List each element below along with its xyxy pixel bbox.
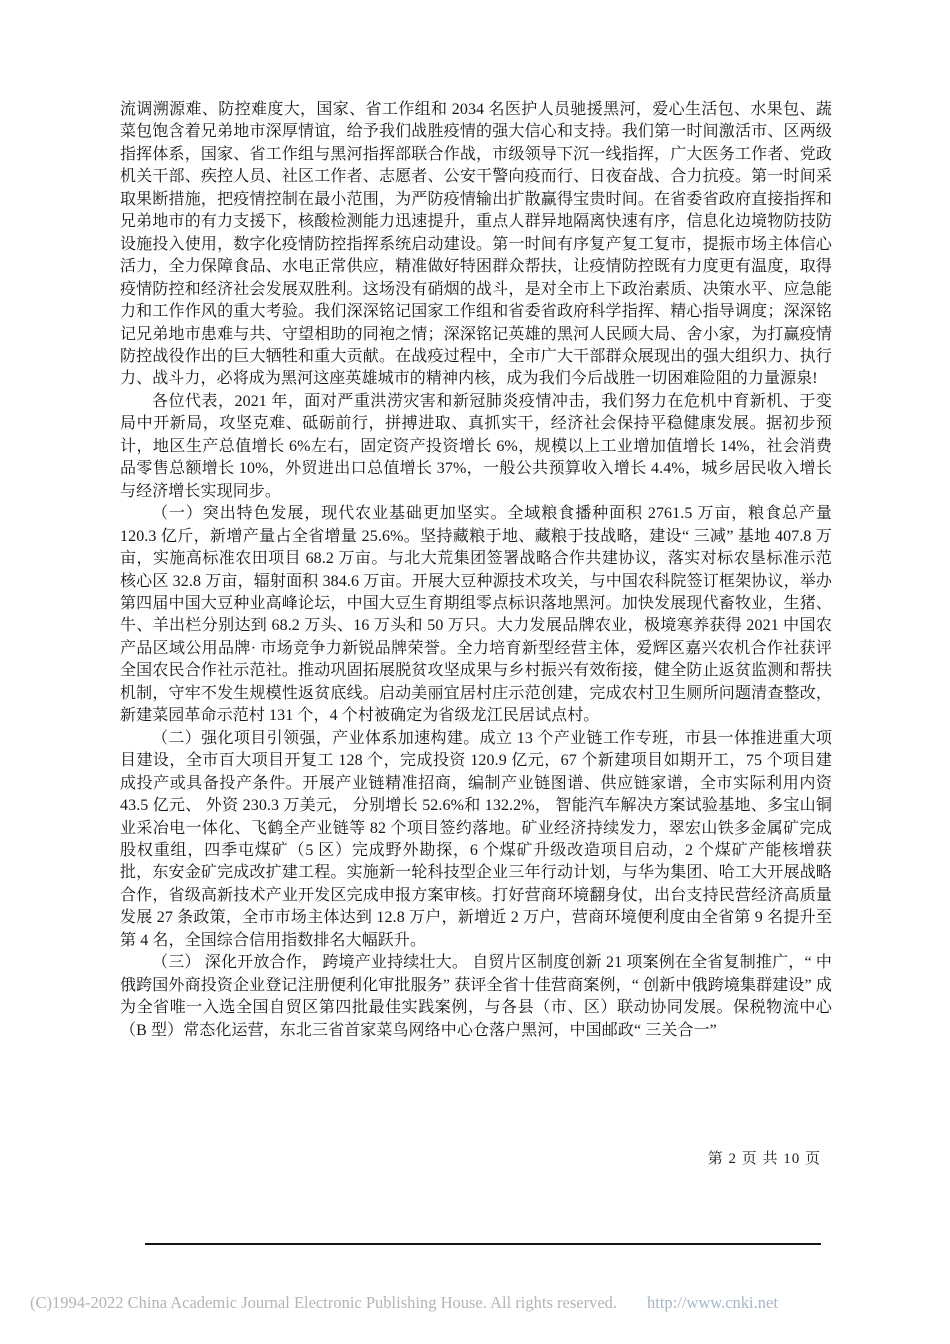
footer-divider	[145, 1243, 821, 1245]
page-number: 第 2 页 共 10 页	[707, 1151, 821, 1167]
paragraph: （二）强化项目引领强，产业体系加速构建。成立 13 个产业链工作专班，市县一体推进重大项目建设，全市百大项目开复工 128 个，完成投资 120.9 亿元，67 个新建项目如期开工，75 个项目建成投产或具备投产条件。开展产业链精准招商，编制产业链图谱、供应链家谱，全市实际利用内资 43.5 亿元、 外资 230.3 万美元， 分别增长 52.6%和 132.2%， 智能汽车解决方案试验基地、多宝山铜业采冶电一体化、飞鹤全产业链等 82 个项目签约落地。矿业经济持续发力，翠宏山铁多金属矿完成股权重组，四季屯煤矿（5 区）完成野外勘探，6 个煤矿升级改造项目启动，2 个煤矿产能核增获批，东安金矿完成改扩建工程。实施新一轮科技型企业三年行动计划，与华为集团、哈工大开展战略合作，省级高新技术产业开发区完成申报方案审核。打好营商环境翻身仗，出台支持民营经济高质量发展 27 条政策，全市市场主体达到 12.8 万户，新增近 2 万户，营商环境便利度由全省第 9 名提升至第 4 名，全国综合信用指数排名大幅跃升。	[120, 729, 832, 949]
paragraph: 流调溯源难、防控难度大，国家、省工作组和 2034 名医护人员驰援黑河，爱心生活包、水果包、蔬菜包饱含着兄弟地市深厚情谊，给予我们战胜疫情的强大信心和支持。我们第一时间激活市、区两级指挥体系，国家、省工作组与黑河指挥部联合作战，市级领导下沉一线指挥，广大医务工作者、党政机关干部、疾控人员、社区工作者、志愿者、公安干警向疫而行、日夜奋战、合力抗疫。第一时间采取果断措施，把疫情控制在最小范围，为严防疫情输出扩散赢得宝贵时间。在省委省政府直接指挥和兄弟地市的有力支援下，核酸检测能力迅速提升，重点人群异地隔离快速有序，信息化边境物防技防设施投入使用，数字化疫情防控指挥系统启动建设。第一时间有序复产复工复市，提振市场主体信心活力，全力保障食品、水电正常供应，精准做好特困群众帮扶，让疫情防控既有力度更有温度，取得疫情防控和经济社会发展双胜利。这场没有硝烟的战斗，是对全市上下政治素质、决策水平、应急能力和工作作风的重大考验。我们深深铭记国家工作组和省委省政府科学指挥、精心指导调度；深深铭记兄弟地市患难与共、守望相助的同袍之情；深深铭记英雄的黑河人民顾大局、舍小家，为打赢疫情防控战役作出的巨大牺牲和重大贡献。在战疫过程中，全市广大干部群众展现出的强大组织力、执行力、战斗力，必将成为黑河这座英雄城市的精神内核，成为我们今后战胜一切困难险阻的力量源泉!	[120, 101, 832, 388]
paragraph: （一）突出特色发展，现代农业基础更加坚实。全域粮食播种面积 2761.5 万亩，粮食总产量 120.3 亿斤，新增产量占全省增量 25.6%。坚持藏粮于地、藏粮于技战略，建设“ 三减” 基地 407.8 万亩，实施高标准农田项目 68.2 万亩。与北大荒集团签署战略合作共建协议，落实对标农垦标准示范核心区 32.8 万亩，辐射面积 384.6 万亩。开展大豆种源技术攻关，与中国农科院签订框架协议，举办第四届中国大豆种业高峰论坛，中国大豆生育期组零点标识落地黑河。加快发展现代畜牧业，生猪、牛、羊出栏分别达到 68.2 万头、16 万头和 50 万只。大力发展品牌农业，极境寒养获得 2021 中国农产品区域公用品牌· 市场竞争力新锐品牌荣誉。全力培育新型经营主体，爱辉区嘉兴农机合作社获评全国农民合作社示范社。推动巩固拓展脱贫攻坚成果与乡村振兴有效衔接，健全防止返贫监测和帮扶机制，守牢不发生规模性返贫底线。启动美丽宜居村庄示范创建，完成农村卫生厕所问题清查整改，新建菜园革命示范村 131 个，4 个村被确定为省级龙江民居试点村。	[120, 505, 832, 725]
paragraph: （三） 深化开放合作， 跨境产业持续壮大。 自贸片区制度创新 21 项案例在全省复制推广，“ 中俄跨国外商投资企业登记注册便利化审批服务” 获评全省十佳营商案例，“ 创新中俄跨境集群建设” 成为全省唯一入选全国自贸区第四批最佳实践案例，与各县（市、区）联动协同发展。保税物流中心（B 型）常态化运营，东北三省首家菜鸟网络中心仓落户黑河，中国邮政“ 三关合一”	[120, 954, 832, 1039]
copyright-notice	[30, 1293, 778, 1313]
document-body	[120, 99, 832, 1042]
paragraph: 各位代表，2021 年，面对严重洪涝灾害和新冠肺炎疫情冲击，我们努力在危机中育新机、于变局中开新局，攻坚克难、砥砺前行，拼搏进取、真抓实干，经济社会保持平稳健康发展。据初步预计，地区生产总值增长 6%左右，固定资产投资增长 6%，规模以上工业增加值增长 14%，社会消费品零售总额增长 10%，外贸进出口总值增长 37%，一般公共预算收入增长 4.4%，城乡居民收入增长与经济增长实现同步。	[120, 392, 832, 500]
cnki-url: http://www.cnki.net	[647, 1293, 778, 1312]
copyright-text: (C)1994-2022 China Academic Journal Electronic Publishing House. All rights reserved.	[30, 1293, 618, 1312]
